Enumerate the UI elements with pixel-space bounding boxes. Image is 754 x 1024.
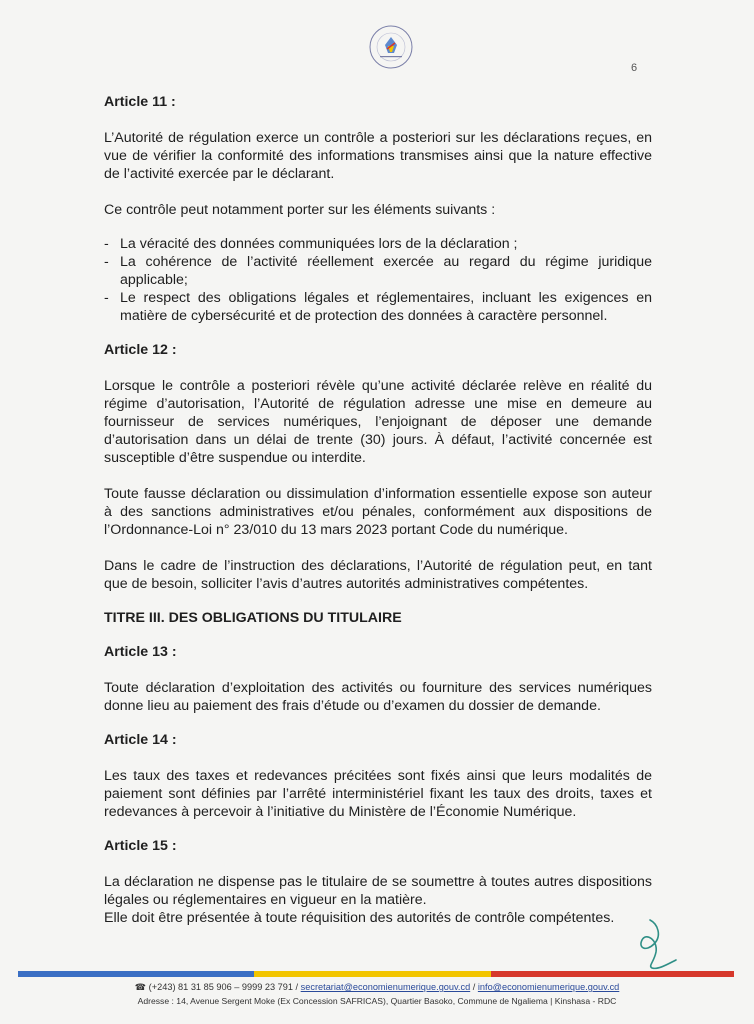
- list-item: [104, 253, 652, 289]
- article-12-title: Article 12 :: [104, 342, 177, 358]
- bullet-dash: -: [104, 290, 109, 306]
- title-iii-heading: TITRE III. DES OBLIGATIONS DU TITULAIRE: [104, 610, 402, 626]
- footer-address: Adresse : 14, Avenue Sergent Moke (Ex Concession SAFRICAS), Quartier Basoko, Commune de Ngaliema | Kinshasa - RDC: [137, 996, 617, 1006]
- footer-contact: [0, 982, 754, 993]
- bullet-dash: -: [104, 236, 109, 252]
- bullet-text: La véracité des données communiquées lors de la déclaration ;: [120, 236, 518, 252]
- document-body: [104, 93, 652, 927]
- article-11-bullet-list: [104, 235, 652, 325]
- article-15-paragraph-1: La déclaration ne dispense pas le titulaire de se soumettre à toutes autres dispositions légales ou réglementaires en vigueur en la matière.: [104, 874, 652, 908]
- article-13-title: Article 13 :: [104, 644, 177, 660]
- footer-bar-blue: [18, 971, 254, 977]
- article-13-paragraph-1: Toute déclaration d’exploitation des activités ou fourniture des services numériques donne lieu au paiement des frais d’étude ou d’examen du dossier de demande.: [104, 680, 652, 714]
- list-item: [104, 235, 652, 253]
- article-15-title: Article 15 :: [104, 838, 177, 854]
- bullet-dash: -: [104, 254, 109, 270]
- article-15-paragraph-2: Elle doit être présentée à toute réquisition des autorités de contrôle compétentes.: [104, 910, 615, 926]
- footer-phone: ☎ (+243) 81 31 85 906 – 9999 23 791 /: [134, 982, 301, 992]
- handwritten-signature: [628, 914, 688, 974]
- footer-bar-red: [491, 971, 734, 977]
- footer-email-secretariat[interactable]: secretariat@economienumerique.gouv.cd: [300, 982, 471, 992]
- article-11-paragraph-2: Ce contrôle peut notamment porter sur les éléments suivants :: [104, 202, 496, 218]
- article-12-paragraph-1: Lorsque le contrôle a posteriori révèle qu’une activité déclarée relève en réalité du régime d’autorisation, l’Autorité de régulation adresse une mise en demeure au fournisseur de services numériques, l’enjoignant de déposer une demande d’autorisation dans un délai de trente (30) jours. À défaut, l’activité concernée est susceptible d’être suspendue ou interdite.: [104, 378, 652, 466]
- bullet-text: La cohérence de l’activité réellement exercée au regard du régime juridique applicable;: [120, 254, 652, 288]
- article-11-title: Article 11 :: [104, 94, 176, 110]
- footer-separator: /: [470, 982, 478, 992]
- article-12-paragraph-2: Toute fausse déclaration ou dissimulation d’information essentielle expose son auteur à des sanctions administratives et/ou pénales, conformément aux dispositions de l’Ordonnance-Loi n° 23/010 du 13 mars 2023 portant Code du numérique.: [104, 486, 652, 538]
- footer-flag-bar: [18, 971, 734, 977]
- ministry-seal-logo: [366, 22, 416, 72]
- article-11-paragraph-1: L’Autorité de régulation exerce un contrôle a posteriori sur les déclarations reçues, en vue de vérifier la conformité des informations transmises ainsi que la nature effective de l’activité exercée par le déclarant.: [104, 130, 652, 182]
- article-12-paragraph-3: Dans le cadre de l’instruction des déclarations, l’Autorité de régulation peut, en tant que de besoin, solliciter l’avis d’autres autorités administratives compétentes.: [104, 558, 652, 592]
- footer-email-info[interactable]: info@economienumerique.gouv.cd: [477, 982, 620, 992]
- article-14-paragraph-1: Les taux des taxes et redevances précitées sont fixés ainsi que leurs modalités de paiement sont définies par l’arrêté interministériel fixant les taux des droits, taxes et redevances à percevoir à l’initiative du Ministère de l’Économie Numérique.: [104, 768, 652, 820]
- page-number: 6: [631, 62, 638, 74]
- footer-bar-yellow: [254, 971, 490, 977]
- bullet-text: Le respect des obligations légales et réglementaires, incluant les exigences en matière de cybersécurité et de protection des données à caractère personnel.: [120, 290, 652, 324]
- list-item: [104, 289, 652, 325]
- article-14-title: Article 14 :: [104, 732, 177, 748]
